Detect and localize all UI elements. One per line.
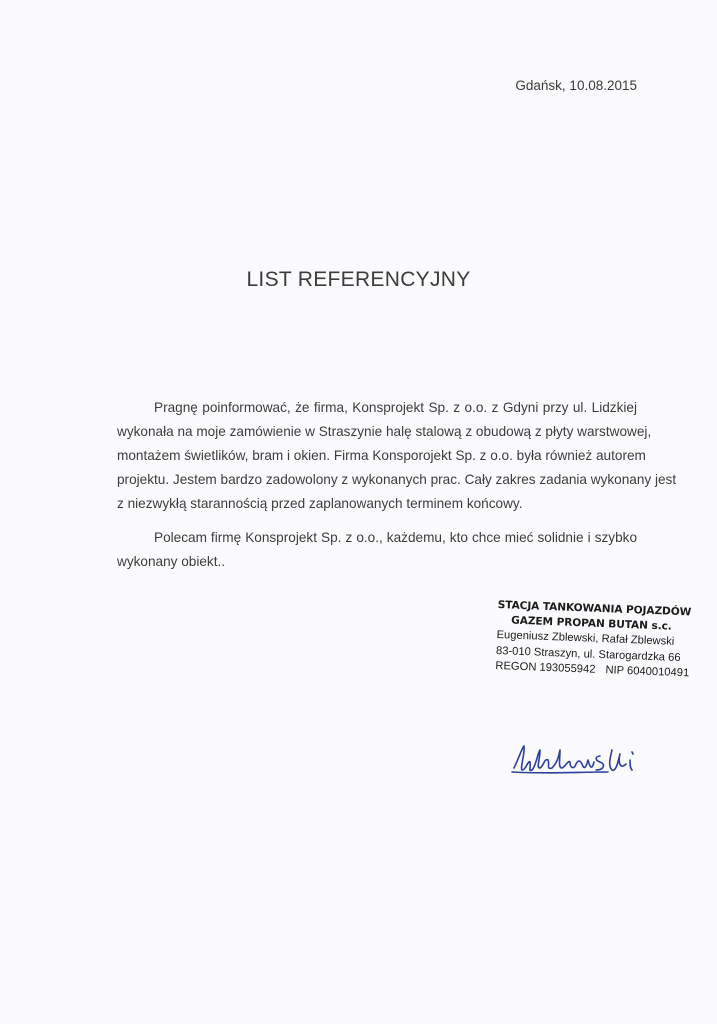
place-and-date: Gdańsk, 10.08.2015 xyxy=(515,78,637,93)
letter-body xyxy=(117,396,677,574)
stamp-owners: Eugeniusz Zblewski, Rafał Zblewski xyxy=(496,628,675,648)
stamp-address: 83-010 Straszyn, ul. Starogardzka 66 xyxy=(495,644,681,664)
company-stamp xyxy=(495,598,713,683)
stamp-company-name: STACJA TANKOWANIA POJAZDÓW xyxy=(497,598,692,619)
paragraph-reference xyxy=(117,396,677,516)
paragraph-recommendation xyxy=(117,526,637,574)
paragraph-line: montażem świetlików, bram i okien. Firma Konsporojekt Sp. z o.o. była również autorem xyxy=(117,448,646,463)
paragraph-line: z niezwykłą starannością przed zaplanowanych terminem końcowy. xyxy=(117,496,523,511)
stamp-company-type: GAZEM PROPAN BUTAN s.c. xyxy=(510,614,672,633)
stamp-regon: REGON 193055942 xyxy=(495,659,596,676)
paragraph-line: projektu. Jestem bardzo zadowolony z wykonanych prac. Cały zakres zadania wykonany jest xyxy=(117,472,677,487)
paragraph-line: Polecam firmę Konsprojekt Sp. z o.o., każdemu, kto chce mieć solidnie i szybko xyxy=(154,530,637,545)
paragraph-line: wykonany obiekt.. xyxy=(117,554,226,569)
document-title: LIST REFERENCYJNY xyxy=(246,268,471,291)
stamp-nip: NIP 6040010491 xyxy=(605,664,690,680)
paragraph-line: wykonała na moje zamówienie w Straszynie halę stalową z obudową z płyty warstwowej, xyxy=(117,424,652,439)
handwritten-signature xyxy=(508,742,668,782)
paragraph-line: Pragnę poinformować, że firma, Konsprojekt Sp. z o.o. z Gdyni przy ul. Lidzkiej xyxy=(154,400,637,415)
